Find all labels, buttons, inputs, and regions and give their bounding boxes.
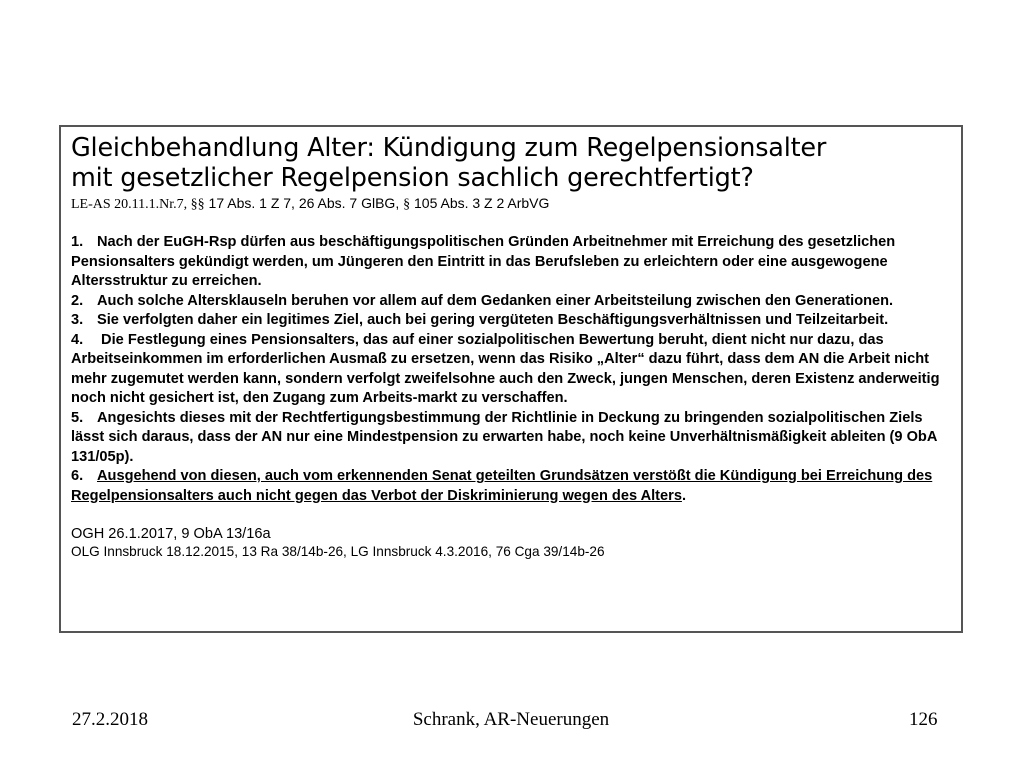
paragraph-2	[71, 292, 949, 312]
footer-author: Schrank, AR-Neuerungen	[412, 709, 610, 730]
title-line-2: mit gesetzlicher Regelpension sachlich gerechtfertigt?	[71, 163, 754, 193]
slide-title	[71, 133, 949, 193]
paragraph-number: 1.	[71, 234, 84, 250]
footer-date: 27.2.2018	[72, 709, 148, 730]
paragraph-number: 2.	[71, 292, 84, 309]
paragraph-end: .	[681, 487, 687, 504]
reference-prefix: LE-AS 20.11.1.Nr.7, §§	[71, 197, 205, 212]
paragraph-4	[71, 331, 949, 409]
spacer	[71, 214, 949, 233]
paragraph-3	[71, 311, 949, 331]
title-line-1: Gleichbehandlung Alter: Kündigung zum Regelpensionsalter	[71, 133, 827, 163]
citation-olg: OLG Innsbruck 18.12.2015, 13 Ra 38/14b-26, LG Innsbruck 4.3.2016, 76 Cga 39/14b-26	[71, 544, 605, 559]
paragraph-text: Sie verfolgten daher ein legitimes Ziel, auch bei gering vergüteten Beschäftigungsverhältnissen und Teilzeitarbeit.	[97, 312, 889, 328]
paragraph-text: Auch solche Altersklauseln beruhen vor allem auf dem Gedanken einer Arbeitsteilung zwischen den Generationen.	[97, 292, 894, 309]
legal-reference	[71, 194, 949, 214]
footer-page-number: 126	[909, 709, 938, 730]
paragraph-text-underlined: Ausgehend von diesen, auch vom erkennenden Senat geteilten Grundsätzen verstößt die Kündigung bei Erreichung des Regelpensionsalters auch nicht gegen das Verbot der Diskriminierung wegen des Alters	[71, 468, 933, 504]
reference-para-sign: §	[403, 197, 411, 212]
paragraph-5	[71, 409, 949, 468]
spacer	[71, 506, 949, 525]
paragraph-number: 3.	[71, 312, 84, 328]
paragraph-text: Die Festlegung eines Pensionsalters, das auf einer sozialpolitischen Bewertung beruht, dient nicht nur dazu, das Arbeitseinkommen im erforderlichen Ausmaß zu ersetzen, wenn das Risiko „Alter“ dazu führt, dass dem AN die Arbeit nicht mehr zugemutet werden kann, sondern verfolgt zweifelsohne auch den Zweck, jungen Menschen, deren Existenz anderweitig noch nicht gesichert ist, den Zugang zum Arbeits-markt zu verschaffen.	[71, 331, 940, 406]
reference-rest: 17 Abs. 1 Z 7, 26 Abs. 7 GlBG,	[204, 195, 404, 211]
content-box	[59, 125, 963, 633]
paragraph-number: 5.	[71, 409, 84, 426]
paragraph-number: 4.	[71, 331, 84, 348]
paragraph-number: 6.	[71, 468, 84, 484]
paragraph-6	[71, 467, 949, 506]
reference-end: 105 Abs. 3 Z 2 ArbVG	[410, 195, 550, 211]
citation-ogh: OGH 26.1.2017, 9 ObA 13/16a	[71, 526, 271, 542]
paragraph-1	[71, 233, 949, 292]
paragraph-text: Angesichts dieses mit der Rechtfertigungsbestimmung der Richtlinie in Deckung zu bringenden sozialpolitischen Ziels lässt sich daraus, dass der AN nur eine Mindestpension zu erwarten habe, noch keine Unverhältnismäßigkeit ableiten (9 ObA 131/05p).	[71, 409, 937, 465]
paragraph-text: Nach der EuGH-Rsp dürfen aus beschäftigungspolitischen Gründen Arbeitnehmer mit Erreichung des gesetzlichen Pensionsalters gekündigt werden, um Jüngeren den Eintritt in das Berufsleben zu erleichtern oder eine ausgewogene Altersstruktur zu erreichen.	[71, 234, 896, 289]
